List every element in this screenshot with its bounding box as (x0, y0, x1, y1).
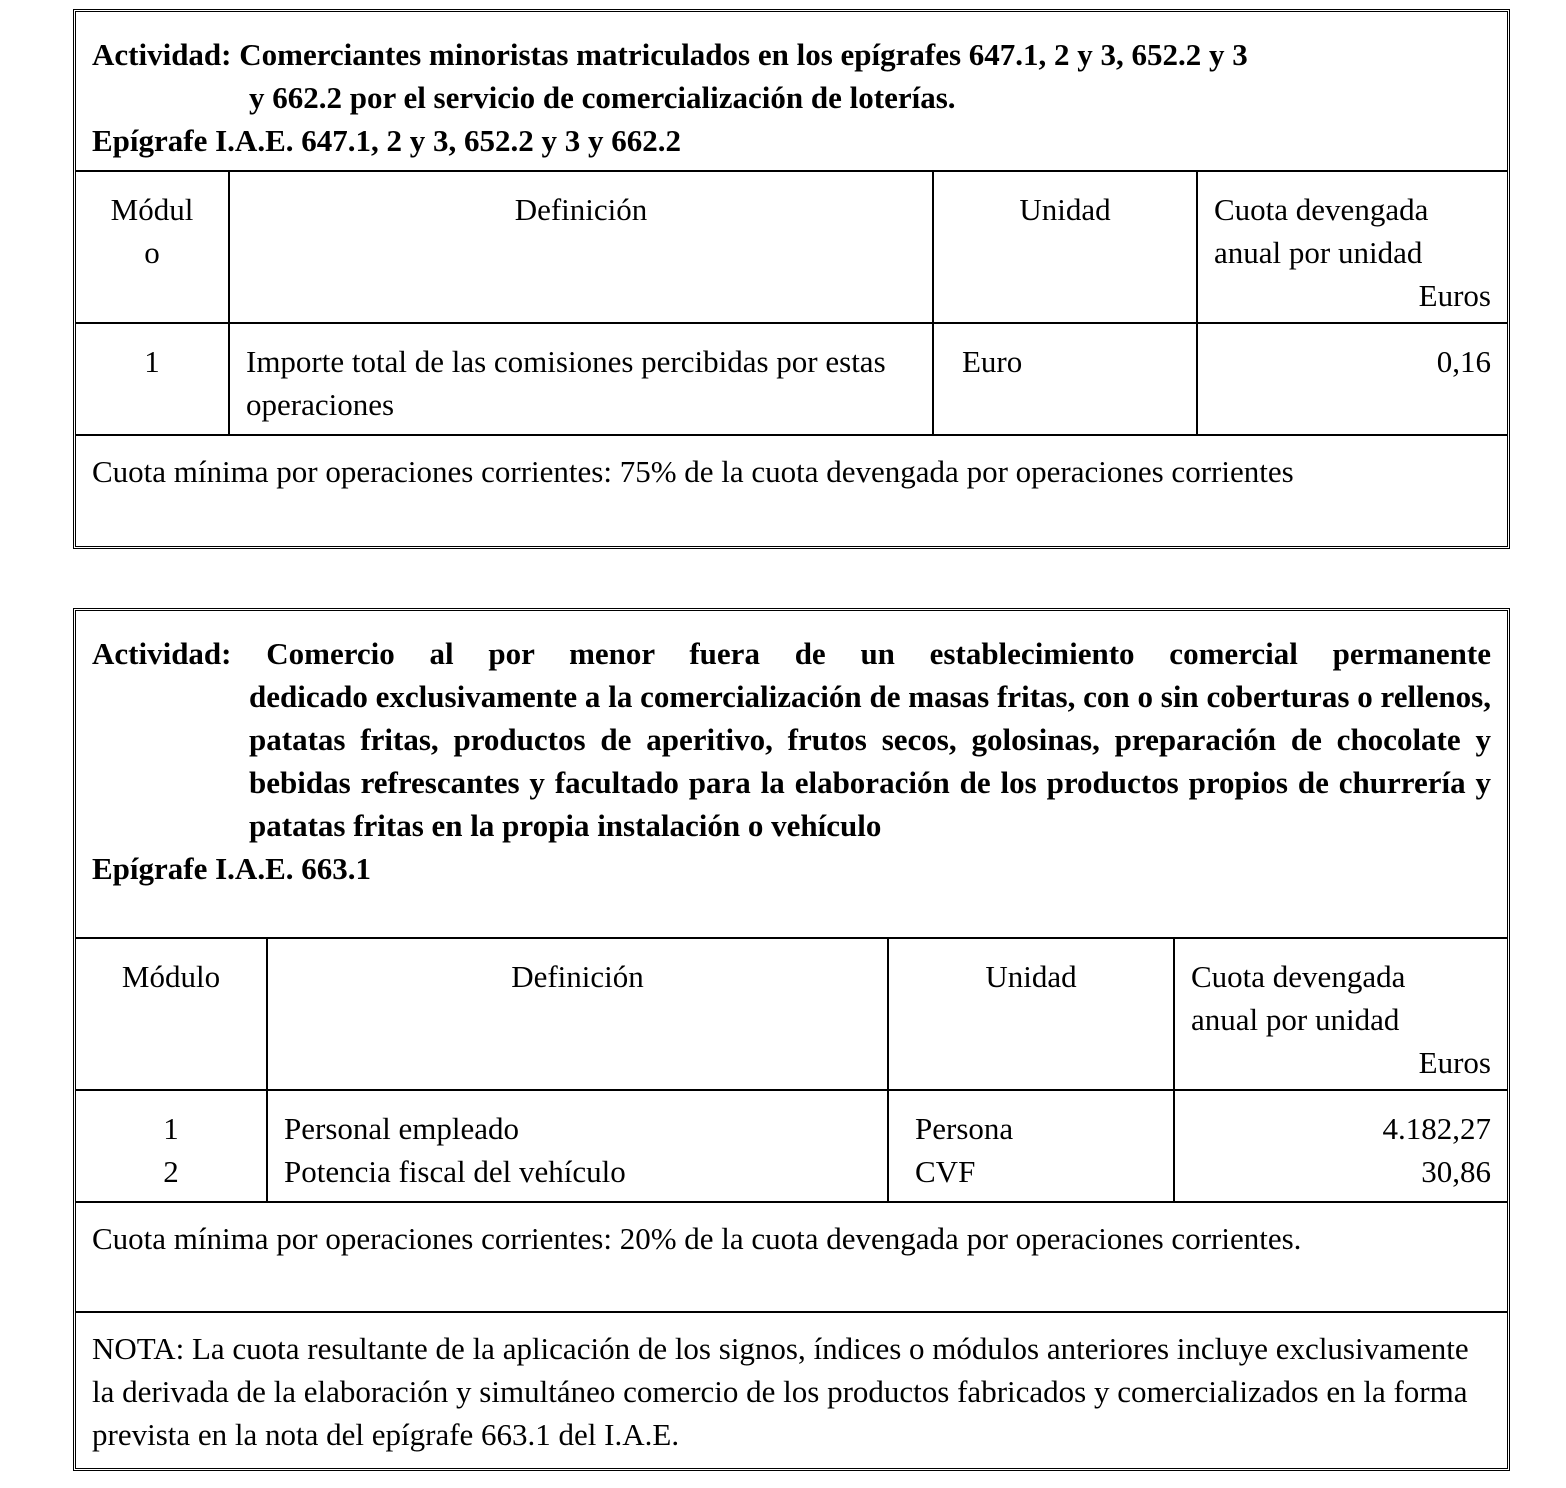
cell-unidad: Euro (933, 323, 1197, 435)
activity-header (76, 12, 1507, 171)
activity-header (76, 611, 1507, 938)
header-cuota: Cuota devengada anual por unidad Euros (1197, 171, 1507, 323)
activity-text-continued: dedicado exclusivamente a la comercialización de masas fritas, con o sin coberturas o rellenos, patatas fritas, productos de aperitivo, frutos secos, golosinas, preparación de chocolate y bebidas refrescantes y facultado para la elaboración de los productos propios de churrería y patatas fritas en la propia instalación o vehículo (249, 679, 1491, 843)
activity-text: Comercio al por menor fuera de un establecimiento comercial permanente (266, 636, 1491, 671)
table-row (76, 1090, 1507, 1202)
header-unidad: Unidad (933, 171, 1197, 323)
nota: NOTA: La cuota resultante de la aplicación de los signos, índices o módulos anteriores incluye exclusivamente la derivada de la elaboración y simultáneo comercio de los productos fabricados y comercializados en la forma prevista en la nota del epígrafe 663.1 del I.A.E. (76, 1312, 1507, 1466)
cell-definicion: Importe total de las comisiones percibidas por estas operaciones (229, 323, 933, 435)
epigrafe-label: Epígrafe I.A.E. 663.1 (92, 851, 371, 886)
activity-title (92, 632, 1491, 675)
column-headers (76, 171, 1507, 323)
cell-cuota: 0,16 (1197, 323, 1507, 435)
activity-label: Actividad: (92, 636, 232, 671)
cell-modulo: 1 (76, 323, 229, 435)
cell-cuota: 4.182,27 30,86 (1174, 1090, 1507, 1202)
activity-text: Comerciantes minoristas matriculados en los epígrafes 647.1, 2 y 3, 652.2 y 3 (239, 37, 1248, 72)
table-loterias (76, 12, 1507, 503)
header-modulo: Módul o (76, 171, 229, 323)
header-definicion: Definición (267, 938, 888, 1090)
cell-modulo: 1 2 (76, 1090, 267, 1202)
header-cuota: Cuota devengada anual por unidad Euros (1174, 938, 1507, 1090)
table-row (76, 323, 1507, 435)
cell-definicion: Personal empleado Potencia fiscal del vehículo (267, 1090, 888, 1202)
activity-text-continued: y 662.2 por el servicio de comercialización de loterías. (249, 80, 956, 115)
module-table-churreria (73, 608, 1510, 1471)
activity-label: Actividad: (92, 37, 232, 72)
epigrafe-label: Epígrafe I.A.E. 647.1, 2 y 3, 652.2 y 3 y 662.2 (92, 123, 681, 158)
cuota-minima: Cuota mínima por operaciones corrientes: 75% de la cuota devengada por operaciones corrientes (76, 435, 1507, 503)
column-headers (76, 938, 1507, 1090)
header-modulo: Módulo (76, 938, 267, 1090)
cuota-minima: Cuota mínima por operaciones corrientes: 20% de la cuota devengada por operaciones corrientes. (76, 1202, 1507, 1312)
module-table-loterias (73, 9, 1510, 549)
cell-unidad: Persona CVF (888, 1090, 1174, 1202)
header-definicion: Definición (229, 171, 933, 323)
table-churreria (76, 611, 1507, 1466)
header-unidad: Unidad (888, 938, 1174, 1090)
activity-title (92, 33, 1491, 76)
